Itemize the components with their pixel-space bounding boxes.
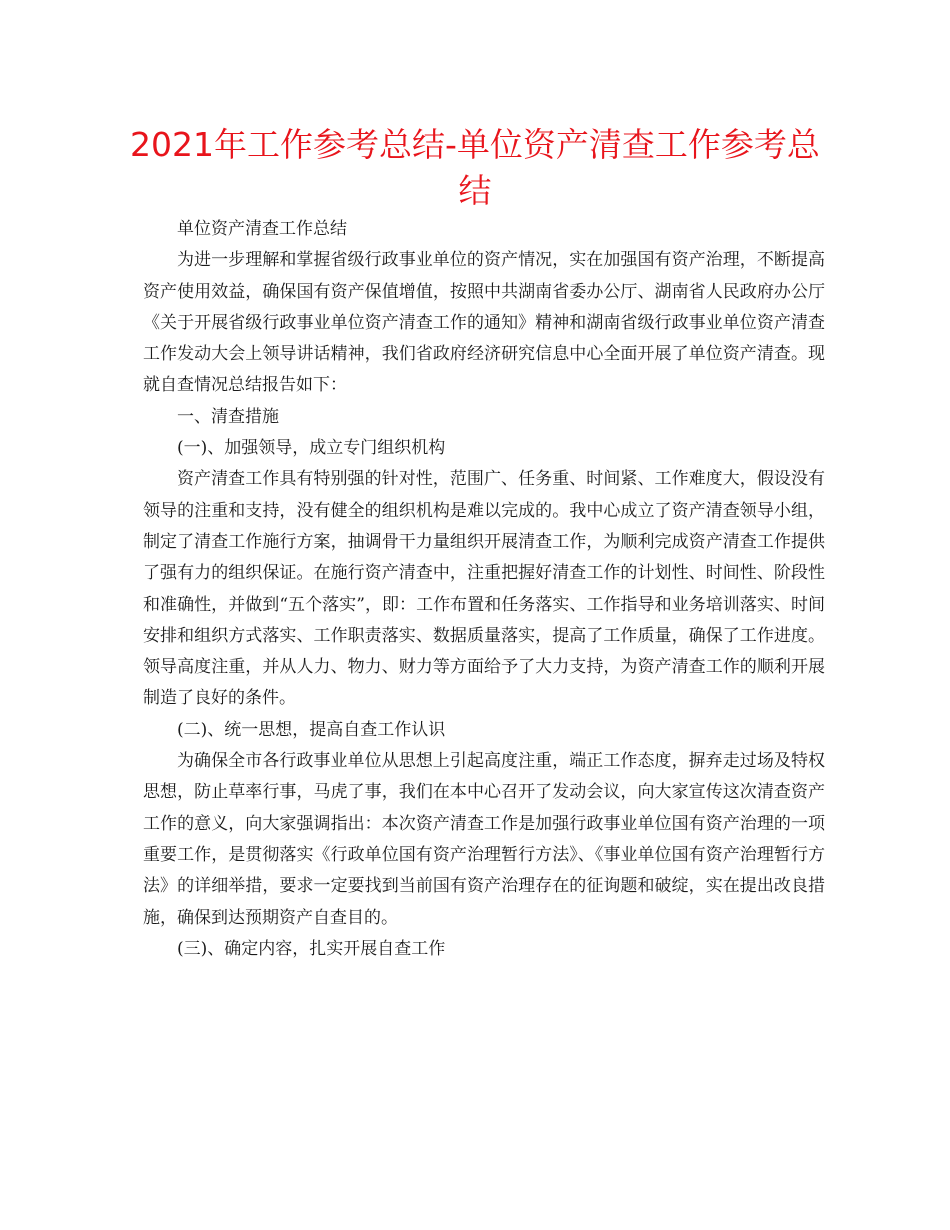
subsection-heading-2: (二)、统一思想，提高自查工作认识 xyxy=(177,719,446,740)
subsection-heading-3: (三)、确定内容，扎实开展自查工作 xyxy=(177,938,446,959)
document-body xyxy=(143,214,825,965)
section-heading-measures: 一、清查措施 xyxy=(177,406,279,427)
section-subtitle: 单位资产清查工作总结 xyxy=(177,219,347,239)
subsection-heading-1: (一)、加强领导，成立专门组织机构 xyxy=(177,438,446,459)
body-paragraph-1: 资产清查工作具有特别强的针对性，范围广、任务重、时间紧、工作难度大，假设没有领导的注重和支持，没有健全的组织机构是难以完成的。我中心成立了资产清查领导小组，制定了清查工作施行方案，抽调骨干力量组织开展清查工作，为顺利完成资产清查工作提供了强有力的组织保证。在施行资产清查中，注重把握好清查工作的计划性、时间性、阶段性和准确性，并做到“五个落实”，即：工作布置和任务落实、工作指导和业务培训落实、时间安排和组织方式落实、工作职责落实、数据质量落实，提高了工作质量，确保了工作进度。领导高度注重，并从人力、物力、财力等方面给予了大力支持，为资产清查工作的顺利开展制造了良好的条件。 xyxy=(143,469,825,709)
body-paragraph-2: 为确保全市各行政事业单位从思想上引起高度注重，端正工作态度，摒弃走过场及特权思想，防止草率行事，马虎了事，我们在本中心召开了发动会议，向大家宣传这次清查资产工作的意义，向大家强调指出：本次资产清查工作是加强行政事业单位国有资产治理的一项重要工作，是贯彻落实《行政单位国有资产治理暂行方法》、《事业单位国有资产治理暂行方法》的详细举措，要求一定要找到当前国有资产治理存在的征询题和破绽，实在提出改良措施，确保到达预期资产自查目的。 xyxy=(143,751,825,928)
intro-paragraph: 为进一步理解和掌握省级行政事业单位的资产情况，实在加强国有资产治理，不断提高资产使用效益，确保国有资产保值增值，按照中共湖南省委办公厅、湖南省人民政府办公厅《关于开展省级行政事业单位资产清查工作的通知》精神和湖南省级行政事业单位资产清查工作发动大会上领导讲话精神，我们省政府经济研究信息中心全面开展了单位资产清查。现就自查情况总结报告如下： xyxy=(143,250,825,396)
document-title: 2021年工作参考总结-单位资产清查工作参考总结 xyxy=(130,125,820,210)
